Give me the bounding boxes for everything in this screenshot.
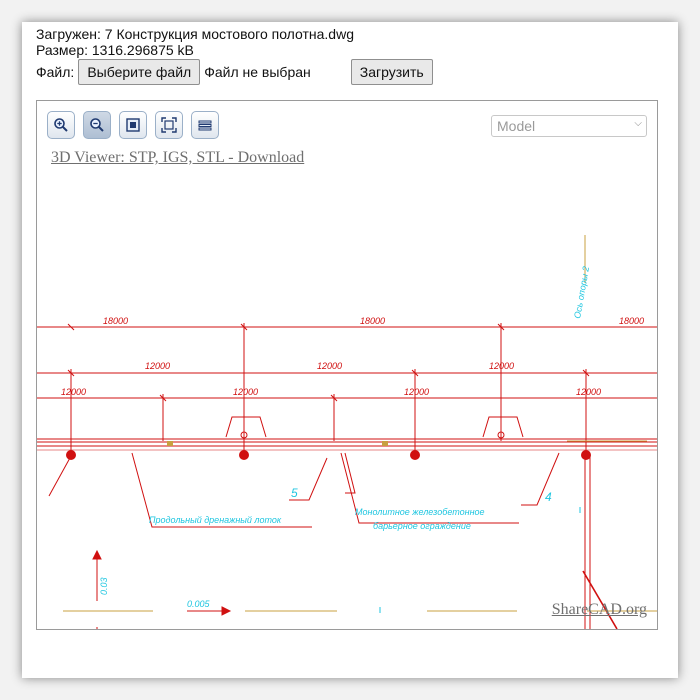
zoom-window-icon xyxy=(125,117,141,133)
file-label: Файл: xyxy=(36,64,75,80)
dim-low-4: 12000 xyxy=(576,387,602,397)
dim-mid-1: 12000 xyxy=(145,361,171,371)
layers-button[interactable] xyxy=(191,111,219,139)
dim-mid-2: 12000 xyxy=(317,361,343,371)
chevron-down-icon: ⌵ xyxy=(634,118,642,129)
viewer-card xyxy=(22,22,678,678)
layout-select-value: Model xyxy=(497,118,536,134)
zoom-window-button[interactable] xyxy=(119,111,147,139)
choose-file-button[interactable]: Выберите файл xyxy=(78,59,200,85)
layout-select[interactable] xyxy=(491,115,647,137)
upload-button[interactable]: Загрузить xyxy=(351,59,433,85)
zoom-in-button[interactable] xyxy=(47,111,75,139)
dim-mid-3: 12000 xyxy=(489,361,515,371)
note-drain-tray: Продольный дренажный лоток xyxy=(149,515,282,525)
zoom-extents-button[interactable] xyxy=(155,111,183,139)
dim-low-3: 12000 xyxy=(404,387,430,397)
zoom-out-icon xyxy=(89,117,105,133)
viewer-toolbar xyxy=(47,111,219,139)
slope-label: 0.005 xyxy=(187,599,210,609)
upload-row xyxy=(36,60,433,84)
no-file-text: Файл не выбран xyxy=(204,64,311,80)
zoom-extents-icon xyxy=(161,117,177,133)
dim-top-2: 18000 xyxy=(360,316,386,326)
elevation-label: 0.03 xyxy=(99,577,109,595)
zoom-in-icon xyxy=(53,117,69,133)
note-barrier-line2: барьерное ограждение xyxy=(373,521,471,531)
dim-top-1: 18000 xyxy=(103,316,129,326)
download-3d-viewer-link[interactable]: 3D Viewer: STP, IGS, STL - Download xyxy=(51,149,305,166)
dim-top-3: 18000 xyxy=(619,316,645,326)
loaded-file-text: Загружен: 7 Конструкция мостового полотна.dwg xyxy=(36,26,354,42)
file-size-text: Размер: 1316.296875 kB xyxy=(36,42,194,58)
dim-low-1: 12000 xyxy=(61,387,87,397)
marker-5: 5 xyxy=(291,486,298,500)
cad-viewer[interactable] xyxy=(36,100,658,630)
note-barrier-line1: Монолитное железобетонное xyxy=(355,507,485,517)
sharecad-watermark[interactable]: ShareCAD.org xyxy=(551,601,647,618)
cad-drawing-canvas xyxy=(37,101,657,629)
marker-4: 4 xyxy=(545,490,552,504)
zoom-out-button[interactable] xyxy=(83,111,111,139)
layers-icon xyxy=(197,117,213,133)
dim-low-2: 12000 xyxy=(233,387,259,397)
axis-label: Ось опоры 2 xyxy=(572,265,592,320)
